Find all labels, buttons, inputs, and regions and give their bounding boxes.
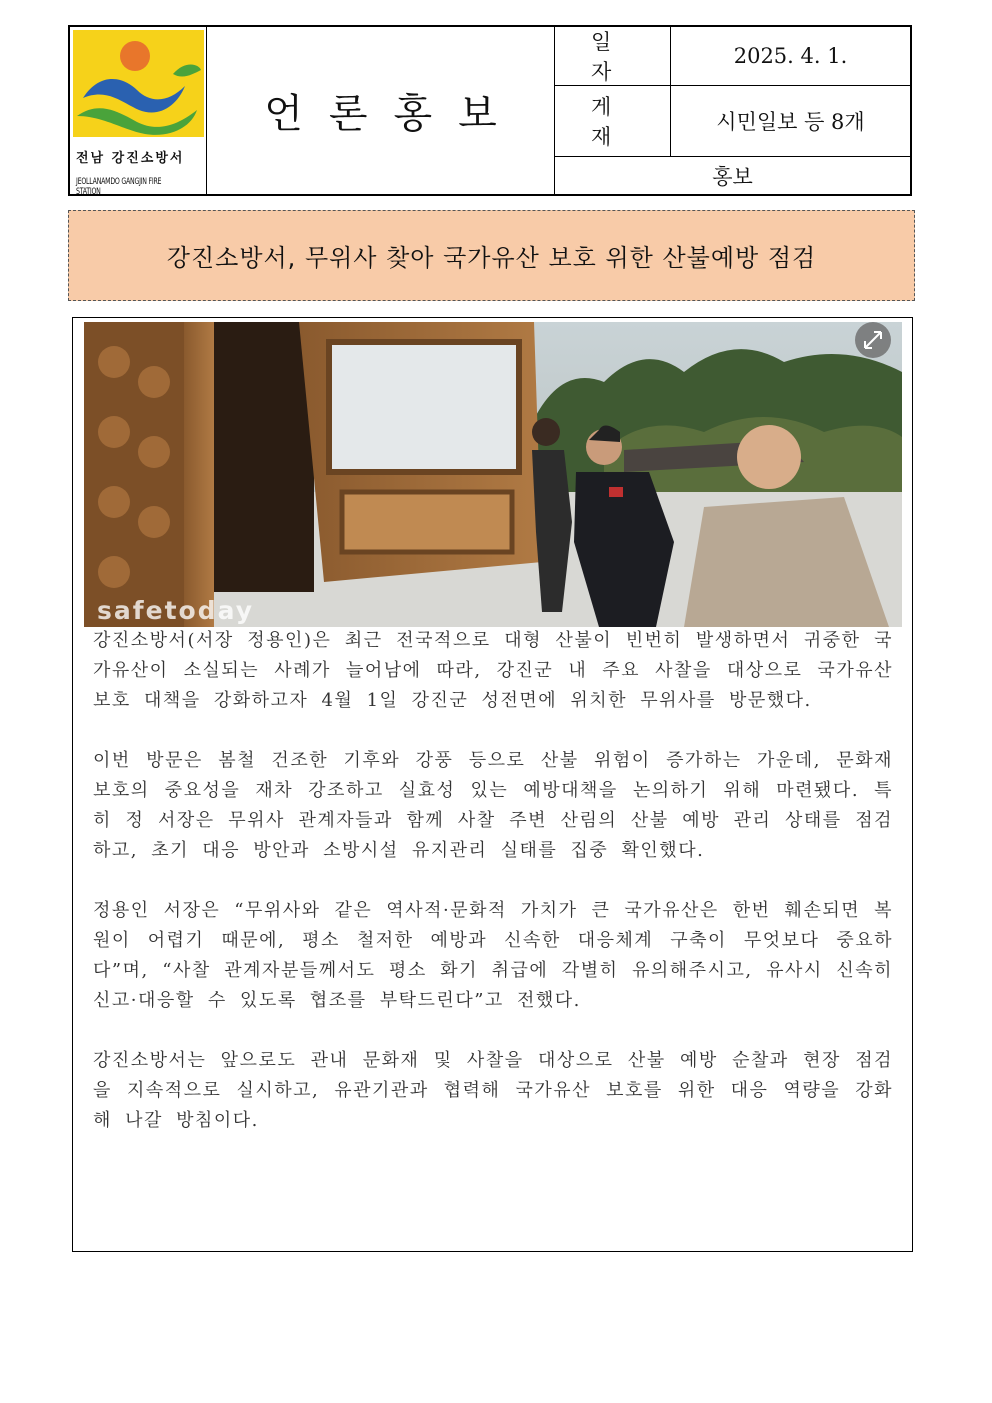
headline: 강진소방서, 무위사 찾아 국가유산 보호 위한 산불예방 점검 xyxy=(68,210,915,301)
paragraph-3: 정용인 서장은 “무위사와 같은 역사적·문화적 가치가 큰 국가유산은 한번 훼손되면 복원이 어렵기 때문에, 평소 철저한 예방과 신속한 대응체계 구축이 무엇보다 중요하다”며, “사찰 관계자분들께서도 평소 화기 취급에 각별히 유의해주시고, 유사시 신속히 신고·대응할 수 있도록 협조를 부탁드린다”고 전했다. xyxy=(93,900,893,1011)
date-label: 일자 xyxy=(555,27,671,86)
logo-english-name: JEOLLANAMDO GANGJIN FIRE STATION xyxy=(76,177,162,197)
article-body xyxy=(93,626,893,1166)
paragraph-2: 이번 방문은 봄철 건조한 기후와 강풍 등으로 산불 위험이 증가하는 가운데, 문화재 보호의 중요성을 재차 강조하고 실효성 있는 예방대책을 논의하기 위해 마련됐다. 특히 정 서장은 무위사 관계자들과 함께 사찰 주변 산림의 산불 예방 관리 상태를 점검하고, 초기 대응 방안과 소방시설 유지관리 실태를 집중 확인했다. xyxy=(93,750,893,861)
paragraph-1: 강진소방서(서장 정용인)은 최근 전국적으로 대형 산불이 빈번히 발생하면서 귀중한 국가유산이 소실되는 사례가 늘어남에 따라, 강진군 내 주요 사찰을 대상으로 국가유산 보호 대책을 강화하고자 4월 1일 강진군 성전면에 위치한 무위사를 방문했다. xyxy=(93,630,893,711)
logo-cell xyxy=(70,27,207,197)
expand-icon[interactable] xyxy=(856,322,892,358)
paragraph-4: 강진소방서는 앞으로도 관내 문화재 및 사찰을 대상으로 산불 예방 순찰과 현장 점검을 지속적으로 실시하고, 유관기관과 협력해 국가유산 보호를 위한 대응 역량을 강화해 나갈 방침이다. xyxy=(93,1050,893,1131)
title-cell xyxy=(207,27,555,194)
logo-korean-name: 전남 강진소방서 xyxy=(76,151,185,166)
photo-watermark: safetoday xyxy=(97,596,255,625)
publication-value: 시민일보 등 8개 xyxy=(671,86,910,157)
article-photo xyxy=(84,322,902,627)
category-value: 홍보 xyxy=(712,164,753,189)
date-value: 2025. 4. 1. xyxy=(671,27,910,86)
article-box xyxy=(72,317,913,1252)
header-table xyxy=(68,25,912,196)
document-title: 언론홍보 xyxy=(264,91,523,137)
publication-label: 게재 xyxy=(555,86,671,157)
fire-station-logo xyxy=(73,30,204,137)
